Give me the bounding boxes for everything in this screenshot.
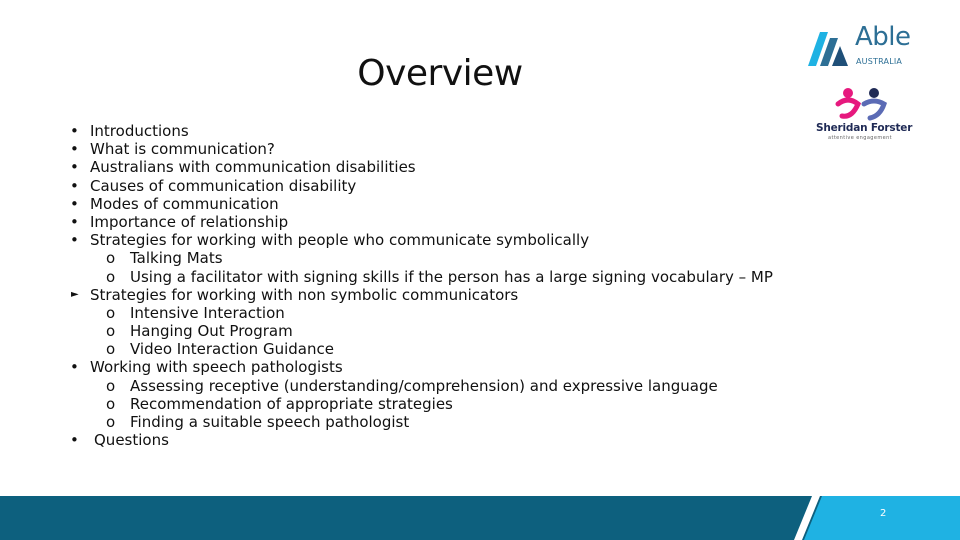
bullet-dot: • bbox=[70, 140, 79, 159]
bullet-dot: • bbox=[70, 212, 79, 231]
page-number: 2 bbox=[880, 508, 887, 519]
outline-subitem bbox=[70, 413, 810, 431]
outline-item-text: Strategies for working with people who communicate symbolically bbox=[90, 231, 590, 250]
outline-subitem-text: Talking Mats bbox=[130, 249, 223, 268]
bullet-dot: • bbox=[70, 194, 79, 213]
sheridan-logo-subtitle: attentive engagement bbox=[828, 135, 893, 141]
able-logo-word: Able bbox=[855, 22, 911, 52]
sub-bullet: o bbox=[106, 376, 116, 395]
able-logo-subtitle: AUSTRALIA bbox=[856, 57, 903, 66]
arrow-bullet-icon: ► bbox=[71, 288, 79, 300]
outline-item bbox=[70, 231, 810, 249]
outline-subitem bbox=[70, 304, 810, 322]
sheridan-logo-word: Sheridan Forster bbox=[816, 122, 913, 134]
outline-item-text: Introductions bbox=[90, 122, 189, 140]
bullet-dot: • bbox=[70, 231, 79, 250]
sub-bullet: o bbox=[106, 303, 116, 322]
outline-subitem-text: Finding a suitable speech pathologist bbox=[130, 413, 410, 431]
outline-item bbox=[70, 195, 810, 213]
able-mountain-icon bbox=[806, 26, 854, 68]
outline-item bbox=[70, 122, 810, 140]
outline-item bbox=[70, 158, 810, 176]
outline-item-text: Causes of communication disability bbox=[90, 176, 357, 195]
outline-item-text: What is communication? bbox=[90, 140, 275, 159]
bullet-dot: • bbox=[70, 158, 79, 177]
outline-subitem bbox=[70, 249, 810, 267]
bullet-dot: • bbox=[70, 122, 79, 140]
outline-subitem-text: Intensive Interaction bbox=[130, 303, 285, 322]
sub-bullet: o bbox=[106, 340, 116, 359]
bullet-dot: • bbox=[70, 431, 79, 450]
sub-bullet: o bbox=[106, 267, 116, 286]
outline-item bbox=[70, 213, 810, 231]
sub-bullet: o bbox=[106, 249, 116, 268]
outline-item-text: Questions bbox=[94, 431, 169, 450]
outline-item-text: Strategies for working with non symbolic communicators bbox=[90, 285, 519, 304]
able-australia-logo bbox=[806, 22, 916, 70]
outline-item bbox=[70, 177, 810, 195]
outline-item-text: Working with speech pathologists bbox=[90, 358, 343, 377]
sheridan-forster-logo bbox=[812, 86, 912, 142]
outline-subitem-text: Video Interaction Guidance bbox=[130, 340, 334, 359]
overview-outline bbox=[70, 122, 810, 449]
outline-subitem-text: Assessing receptive (understanding/comprehension) and expressive language bbox=[130, 376, 718, 395]
bullet-dot: • bbox=[70, 358, 79, 377]
outline-item bbox=[70, 286, 810, 304]
outline-subitem-text: Using a facilitator with signing skills if the person has a large signing vocabulary – MP bbox=[130, 267, 773, 286]
outline-subitem bbox=[70, 268, 810, 286]
sub-bullet: o bbox=[106, 413, 116, 431]
outline-item-text: Modes of communication bbox=[90, 194, 279, 213]
slide-title: Overview bbox=[357, 53, 523, 94]
outline-item bbox=[70, 358, 810, 376]
outline-item-text: Importance of relationship bbox=[90, 212, 289, 231]
footer-band bbox=[0, 496, 960, 540]
outline-subitem-text: Hanging Out Program bbox=[130, 322, 293, 341]
outline-item bbox=[70, 431, 810, 449]
sheridan-people-icon bbox=[812, 86, 912, 122]
sub-bullet: o bbox=[106, 394, 116, 413]
outline-subitem bbox=[70, 340, 810, 358]
outline-subitem bbox=[70, 322, 810, 340]
outline-subitem-text: Recommendation of appropriate strategies bbox=[130, 394, 453, 413]
outline-subitem bbox=[70, 377, 810, 395]
bullet-dot: • bbox=[70, 176, 79, 195]
outline-subitem bbox=[70, 395, 810, 413]
sub-bullet: o bbox=[106, 322, 116, 341]
outline-item-text: Australians with communication disabilities bbox=[90, 158, 416, 177]
outline-item bbox=[70, 140, 810, 158]
